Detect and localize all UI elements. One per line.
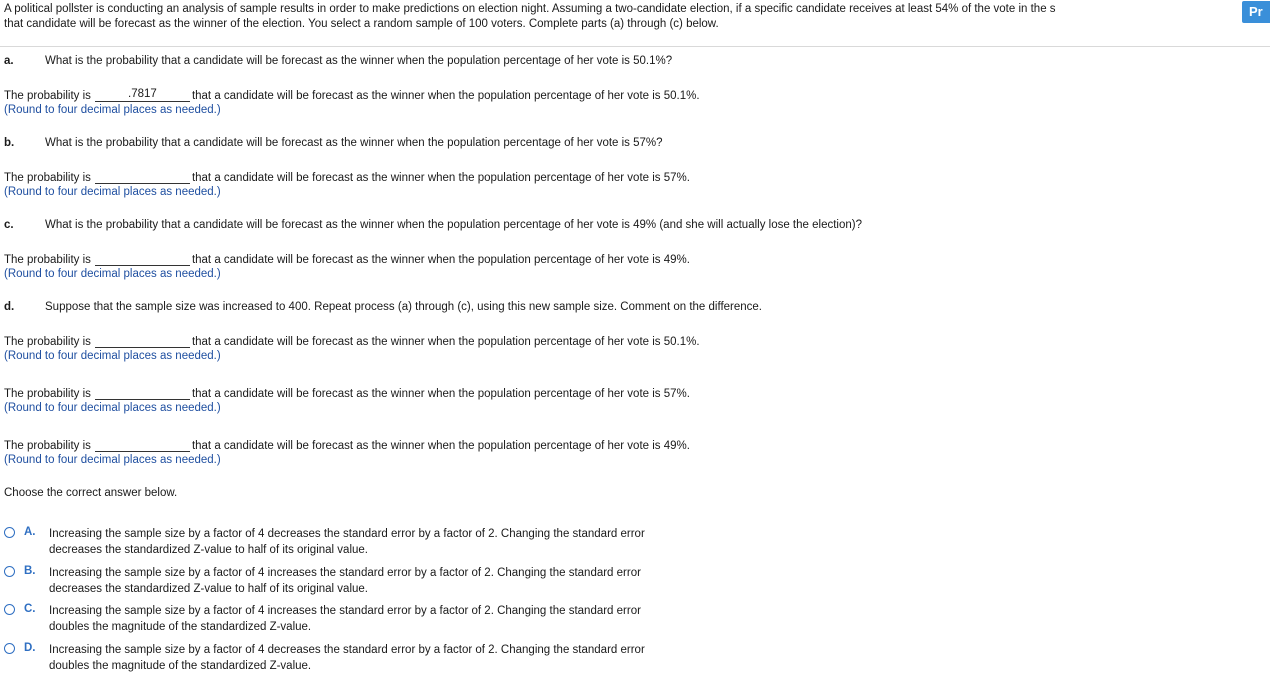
part-a-label: a. [4, 55, 14, 67]
answer-suffix: that a candidate will be forecast as the winner when the population percentage of her vote is 50.1%. [191, 90, 700, 102]
intro-line-2: that candidate will be forecast as the winner of the election. You select a random sample of 100 voters. Complete parts (a) through (c) below. [4, 18, 719, 30]
part-c-answer-row [4, 251, 690, 266]
problem-intro [4, 2, 1240, 32]
round-hint: (Round to four decimal places as needed.) [4, 350, 221, 362]
part-a-question [4, 55, 672, 67]
answer-suffix: that a candidate will be forecast as the winner when the population percentage of her vote is 49%. [191, 440, 690, 452]
round-hint: (Round to four decimal places as needed.) [4, 104, 221, 116]
answer-suffix: that a candidate will be forecast as the winner when the population percentage of her vote is 50.1%. [191, 336, 700, 348]
radio-button[interactable] [4, 604, 15, 615]
part-d-answer-input-3[interactable] [95, 437, 190, 452]
part-c-label: c. [4, 219, 14, 231]
option-letter: D. [24, 642, 36, 654]
answer-prefix: The probability is [4, 90, 91, 102]
radio-button[interactable] [4, 527, 15, 538]
answer-prefix: The probability is [4, 172, 91, 184]
part-d-answer-input-2[interactable] [95, 385, 190, 400]
part-a-text: What is the probability that a candidate will be forecast as the winner when the population percentage of her vote is 50.1%? [45, 55, 673, 67]
answer-prefix: The probability is [4, 440, 91, 452]
option-letter: B. [24, 565, 36, 577]
round-hint: (Round to four decimal places as needed.) [4, 186, 221, 198]
option-letter: C. [24, 603, 36, 615]
answer-prefix: The probability is [4, 336, 91, 348]
part-b-question [4, 137, 663, 149]
option-text: Increasing the sample size by a factor of 4 increases the standard error by a factor of 2. Changing the standard error decreases the standardized Z-value to half of its original value. [49, 567, 641, 595]
side-panel-button[interactable]: Pr [1242, 1, 1270, 23]
answer-suffix: that a candidate will be forecast as the winner when the population percentage of her vote is 57%. [191, 172, 690, 184]
answer-suffix: that a candidate will be forecast as the winner when the population percentage of her vote is 57%. [191, 388, 690, 400]
option-text: Increasing the sample size by a factor of 4 decreases the standard error by a factor of 2. Changing the standard error decreases the standardized Z-value to half of its original value. [49, 528, 645, 556]
part-b-answer-input[interactable] [95, 169, 190, 184]
option-text: Increasing the sample size by a factor of 4 decreases the standard error by a factor of 2. Changing the standard error doubles the magnitude of the standardized Z-value. [49, 644, 645, 672]
part-d-answer-input-1[interactable] [95, 333, 190, 348]
answer-prefix: The probability is [4, 254, 91, 266]
part-b-label: b. [4, 137, 15, 149]
part-c-answer-input[interactable] [95, 251, 190, 266]
intro-line-1: A political pollster is conducting an analysis of sample results in order to make predictions on election night. Assuming a two-candidate election, if a specific candidate receives at least 54% of the vote in the s [4, 3, 1056, 15]
round-hint: (Round to four decimal places as needed.) [4, 268, 221, 280]
part-b-answer-row [4, 169, 690, 184]
part-c-question [4, 219, 862, 231]
answer-prefix: The probability is [4, 388, 91, 400]
part-b-text: What is the probability that a candidate will be forecast as the winner when the population percentage of her vote is 57%? [45, 137, 663, 149]
answer-suffix: that a candidate will be forecast as the winner when the population percentage of her vote is 49%. [191, 254, 690, 266]
part-a-answer-row [4, 87, 700, 102]
part-d-question [4, 301, 762, 313]
radio-button[interactable] [4, 643, 15, 654]
option-letter: A. [24, 526, 36, 538]
part-d-answer-row-2 [4, 385, 690, 400]
choose-prompt: Choose the correct answer below. [4, 487, 178, 499]
part-d-label: d. [4, 301, 15, 313]
radio-button[interactable] [4, 566, 15, 577]
intro-divider [0, 46, 1270, 47]
part-c-text: What is the probability that a candidate will be forecast as the winner when the population percentage of her vote is 49% (and she will actually lose the election)? [45, 219, 862, 231]
round-hint: (Round to four decimal places as needed.) [4, 454, 221, 466]
round-hint: (Round to four decimal places as needed.) [4, 402, 221, 414]
part-a-answer-input[interactable]: .7817 [95, 87, 190, 102]
part-d-answer-row-1 [4, 333, 700, 348]
part-d-text: Suppose that the sample size was increased to 400. Repeat process (a) through (c), using this new sample size. Comment on the difference. [45, 301, 762, 313]
option-text: Increasing the sample size by a factor of 4 increases the standard error by a factor of 2. Changing the standard error doubles the magnitude of the standardized Z-value. [49, 605, 641, 633]
part-d-answer-row-3 [4, 437, 690, 452]
